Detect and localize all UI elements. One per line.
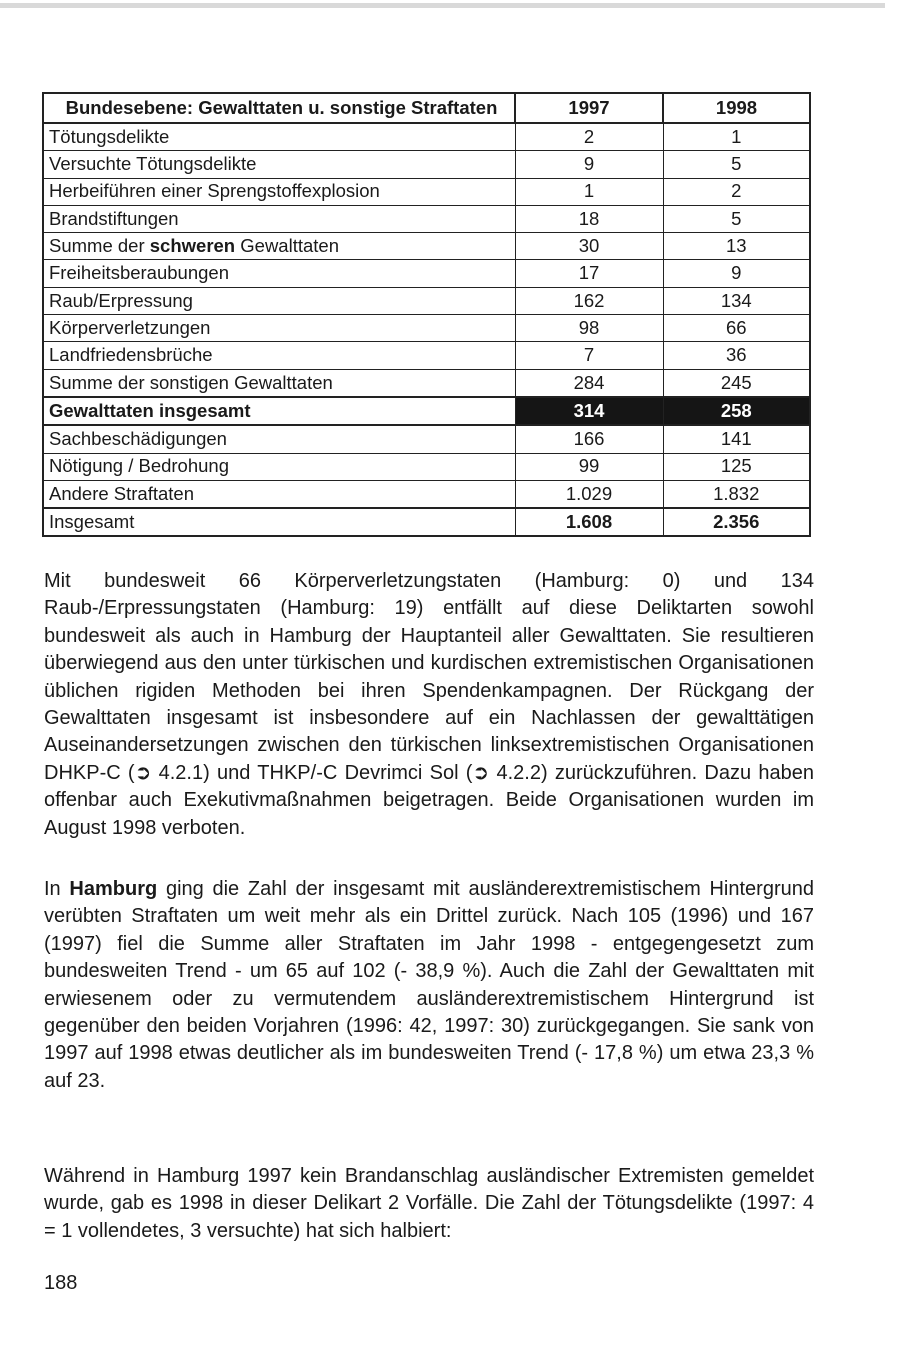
value-1998: 245 bbox=[663, 369, 810, 397]
table-row bbox=[43, 342, 810, 369]
row-label-post: Gewalttaten bbox=[235, 235, 339, 257]
value-1997: 1.029 bbox=[515, 480, 663, 508]
paragraph-arson: Während in Hamburg 1997 kein Brandanschlag ausländischer Extremisten gemeldet wurde, gab es 1998 in dieser Delikart 2 Vorfälle. Die Zahl der Tötungsdelikte (1997: 4 = 1 vollendetes, 3 versuchte) hat sich halbiert: bbox=[44, 1165, 814, 1242]
table-row bbox=[43, 480, 810, 508]
value-1998: 36 bbox=[663, 342, 810, 369]
row-label: Nötigung / Bedrohung bbox=[43, 453, 515, 480]
value-1997: 7 bbox=[515, 342, 663, 369]
table-row-violence-total bbox=[43, 397, 810, 425]
table-row bbox=[43, 260, 810, 287]
value-1998: 141 bbox=[663, 425, 810, 453]
table-row bbox=[43, 178, 810, 205]
table-header-row bbox=[43, 93, 810, 123]
crime-statistics-table bbox=[42, 92, 811, 537]
value-1997: 162 bbox=[515, 287, 663, 314]
table-row bbox=[43, 287, 810, 314]
row-label: Andere Straftaten bbox=[43, 480, 515, 508]
table-row bbox=[43, 425, 810, 453]
value-1997: 98 bbox=[515, 315, 663, 342]
paragraph-hamburg-bold: Hamburg bbox=[69, 878, 158, 900]
paragraph-hamburg-lead: In bbox=[44, 878, 70, 900]
row-label: Landfriedensbrüche bbox=[43, 342, 515, 369]
value-1998: 2.356 bbox=[663, 508, 810, 536]
value-1997: 17 bbox=[515, 260, 663, 287]
header-1997: 1997 bbox=[515, 93, 663, 123]
value-1997: 1 bbox=[515, 178, 663, 205]
table-row bbox=[43, 453, 810, 480]
row-label-bold: schweren bbox=[149, 235, 236, 257]
row-label bbox=[43, 233, 515, 260]
row-label: Versuchte Tötungsdelikte bbox=[43, 151, 515, 178]
top-rule bbox=[0, 3, 885, 8]
table-row-other-subtotal bbox=[43, 369, 810, 397]
value-1998: 5 bbox=[663, 151, 810, 178]
value-1997: 9 bbox=[515, 151, 663, 178]
table-row-severe-subtotal bbox=[43, 233, 810, 260]
value-1998: 66 bbox=[663, 315, 810, 342]
paragraph-hamburg bbox=[44, 876, 814, 1095]
row-label: Summe der sonstigen Gewalttaten bbox=[43, 369, 515, 397]
table-row bbox=[43, 123, 810, 151]
value-1998: 1.832 bbox=[663, 480, 810, 508]
row-label: Insgesamt bbox=[43, 508, 515, 536]
row-label: Tötungsdelikte bbox=[43, 123, 515, 151]
row-label: Herbeiführen einer Sprengstoffexplosion bbox=[43, 178, 515, 205]
table-row-grand-total bbox=[43, 508, 810, 536]
value-1998: 9 bbox=[663, 260, 810, 287]
value-1998: 13 bbox=[663, 233, 810, 260]
value-1998-highlight: 258 bbox=[663, 397, 810, 425]
value-1998: 2 bbox=[663, 178, 810, 205]
table-row bbox=[43, 205, 810, 232]
value-1998: 134 bbox=[663, 287, 810, 314]
row-label: Freiheitsberaubungen bbox=[43, 260, 515, 287]
paragraph-federal: Mit bundesweit 66 Körperverletzungstaten (Hamburg: 0) und 134 Raub-/Erpressungstaten (Hamburg: 19) entfällt auf diese Deliktarten sowohl bundesweit als auch in Hamburg der Hauptanteil aller Gewalttaten. Sie resultieren überwiegend aus den unter türkischen und kurdischen extremistischen Organisationen üblichen rigiden Methoden bei ihren Spendenkampagnen. Der Rückgang der Gewalttaten insgesamt ist insbesondere auf ein Nachlassen der gewalttätigen Auseinandersetzungen zwischen den türkischen linksextremistischen Organisationen DHKP-C (➲ 4.2.1) und THKP/-C Devrimci Sol (➲ 4.2.2) zurückzuführen. Dazu haben offenbar auch Exekutivmaßnahmen beigetragen. Beide Organisationen wurden im August 1998 verboten. bbox=[44, 570, 814, 839]
row-label: Sachbeschädigungen bbox=[43, 425, 515, 453]
header-1998: 1998 bbox=[663, 93, 810, 123]
value-1997: 30 bbox=[515, 233, 663, 260]
value-1997-highlight: 314 bbox=[515, 397, 663, 425]
value-1997: 99 bbox=[515, 453, 663, 480]
row-label: Körperverletzungen bbox=[43, 315, 515, 342]
row-label-pre: Summe der bbox=[49, 235, 150, 257]
row-label: Gewalttaten insgesamt bbox=[43, 397, 515, 425]
value-1997: 1.608 bbox=[515, 508, 663, 536]
value-1998: 5 bbox=[663, 205, 810, 232]
value-1998: 125 bbox=[663, 453, 810, 480]
paragraph-hamburg-rest: ging die Zahl der insgesamt mit ausländerextremistischem Hintergrund verübten Straftaten um weit mehr als ein Drittel zurück. Nach 105 (1996) und 167 (1997) fiel die Summe aller Straftaten im Jahr 1998 - entgegengesetzt zum bundesweiten Trend - um 65 auf 102 (- 38,9 %). Auch die Zahl der Gewalttaten mit erwiesenem oder zu vermutendem ausländerextremistischem Hintergrund ist gegenüber den beiden Vorjahren (1996: 42, 1997: 30) zurückgegangen. Sie sank von 1997 auf 1998 etwas deutlicher als im bundesweiten Trend (- 17,8 %) um etwa 23,3 % auf 23. bbox=[44, 878, 814, 1092]
value-1997: 18 bbox=[515, 205, 663, 232]
row-label: Raub/Erpressung bbox=[43, 287, 515, 314]
table-row bbox=[43, 315, 810, 342]
value-1997: 2 bbox=[515, 123, 663, 151]
value-1997: 284 bbox=[515, 369, 663, 397]
value-1997: 166 bbox=[515, 425, 663, 453]
value-1998: 1 bbox=[663, 123, 810, 151]
header-label: Bundesebene: Gewalttaten u. sonstige Straftaten bbox=[43, 93, 515, 123]
table-row bbox=[43, 151, 810, 178]
page-number: 188 bbox=[44, 1272, 78, 1294]
row-label: Brandstiftungen bbox=[43, 205, 515, 232]
